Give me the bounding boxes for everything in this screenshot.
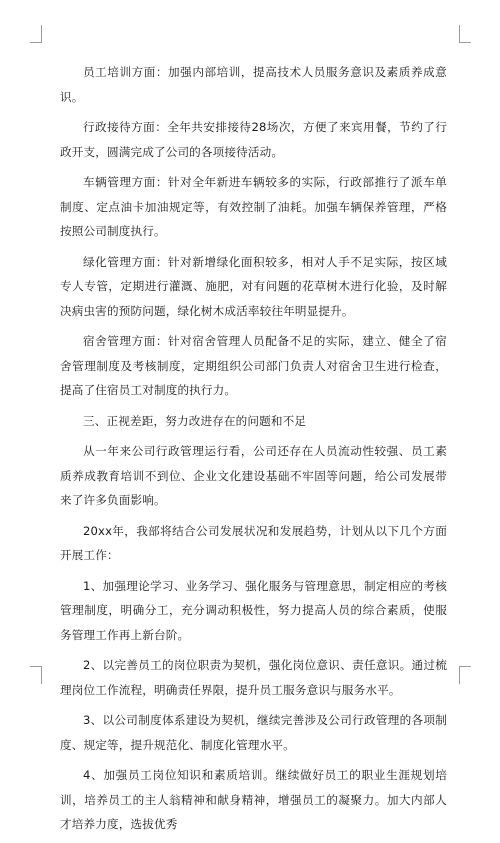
crop-mark-top-right [459,25,471,43]
paragraph-plan-intro: 20xx年，我部将结合公司发展状况和发展趋势，计划从以下几个方面开展工作： [60,523,447,562]
crop-mark-bottom-right [459,666,471,684]
crop-mark-bottom-left [30,666,42,684]
paragraph-vehicle-management: 车辆管理方面：针对全年新进车辆较多的实际，行政部推行了派车单制度、定点油卡加油规定等，有效控制了油耗。加强车辆保养管理，严格按照公司制度执行。 [60,175,447,238]
paragraph-dormitory-management: 宿舍管理方面：针对宿舍管理人员配备不足的实际，建立、健全了宿舍管理制度及考核制度，定期组织公司部门负责人对宿舍卫生进行检查，提高了住宿员工对制度的执行力。 [60,334,447,397]
document-body [60,60,447,843]
section-heading-3: 三、正视差距，努力改进存在的问题和不足 [83,413,307,428]
paragraph-staff-training: 员工培训方面：加强内部培训，提高技术人员服务意识及素质养成意识。 [60,65,447,104]
plan-item-4: 4、加强员工岗位知识和素质培训。继续做好员工的职业生涯规划培训，培养员工的主人翁精神和献身精神，增强员工的凝聚力。加大内部人才培养力度，选拔优秀 [60,768,447,831]
paragraph-greening-management: 绿化管理方面：针对新增绿化面积较多，相对人手不足实际，按区域专人专管，定期进行灌溉、施肥，对有问题的花草树木进行化验，及时解决病虫害的预防问题，绿化树木成活率较往年明显提升。 [60,254,447,318]
plan-item-3: 3、以公司制度体系建设为契机，继续完善涉及公司行政管理的各项制度、规定等，提升规范化、制度化管理水平。 [60,713,447,752]
crop-mark-top-left [30,25,42,43]
paragraph-problems: 从一年来公司行政管理运行看，公司还存在人员流动性较强、员工素质养成教育培训不到位、企业文化建设基础不牢固等问题，给公司发展带来了许多负面影响。 [60,444,447,507]
paragraph-reception: 行政接待方面：全年共安排接待28场次，方便了来宾用餐，节约了行政开支，圆满完成了公司的各项接待活动。 [60,120,447,159]
plan-item-1: 1、加强理论学习、业务学习、强化服务与管理意思，制定相应的考核管理制度，明确分工，充分调动积极性，努力提高人员的综合素质，使服务管理工作再上新台阶。 [60,578,447,642]
plan-item-2: 2、以完善员工的岗位职责为契机，强化岗位意识、责任意识。通过梳理岗位工作流程，明确责任界限，提升员工服务意识与服务水平。 [60,658,447,697]
